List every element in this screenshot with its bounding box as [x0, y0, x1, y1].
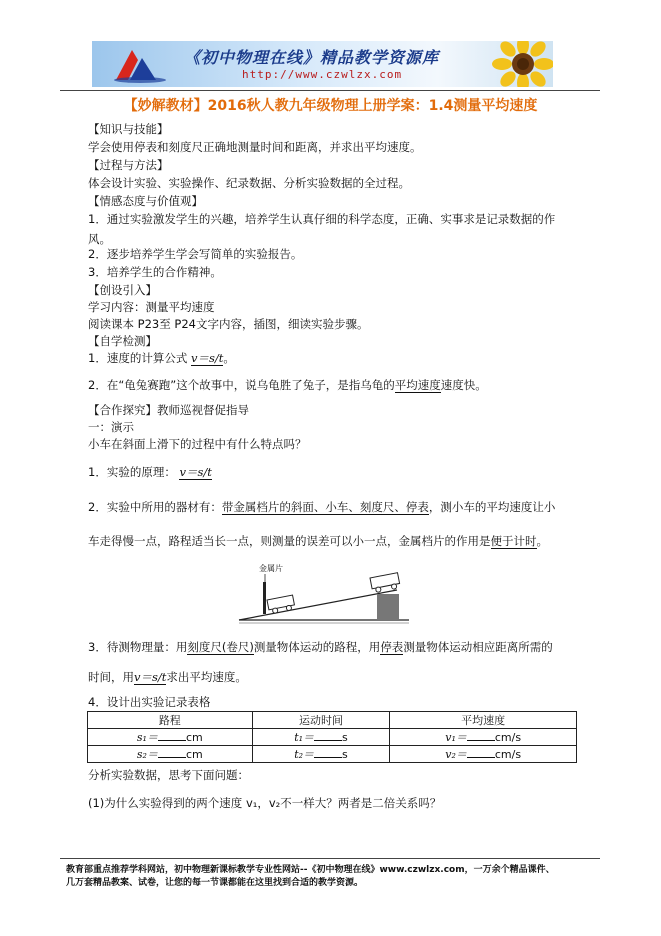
header-banner: [92, 41, 553, 87]
coop-p3-line2: [88, 670, 247, 684]
selfcheck-q1: [88, 351, 235, 365]
sunflower-icon: [492, 41, 553, 87]
coop-p2-line2-prefix: 车走得慢一点，路程适当长一点，则测量的误差可以小一点，金属档片的作用是: [88, 534, 491, 548]
figure-lower-cart: [267, 595, 295, 614]
coop-p3-suffix: 测量物体运动相应距离所需的: [403, 640, 553, 654]
table-header-speed: 平均速度: [390, 712, 577, 729]
coop-p1-answer: v＝s/t: [179, 465, 212, 479]
table-blank: [467, 748, 495, 758]
coop-p2-answer: 带金属档片的斜面、小车、刻度尺、停表: [221, 500, 429, 514]
coop-p2-line2: [88, 534, 548, 548]
table-row: [88, 729, 577, 746]
coop-p2: [88, 500, 555, 514]
coop-heading-line: [88, 403, 249, 417]
selfcheck-q2-answer: 平均速度: [394, 378, 441, 392]
table-cell-label: t₂＝: [294, 748, 315, 761]
selfcheck-q2-suffix: 速度快。: [440, 378, 487, 392]
table-blank: [158, 731, 186, 741]
table-cell-unit: cm/s: [494, 731, 522, 744]
footer-line-2: 几万套精品教案、试卷，让您的每一节课都能在这里找到合适的教学资源。: [66, 878, 364, 888]
footer-line-1: 教育部重点推荐学科网站，初中物理新课标教学专业性网站--《初中物理在线》www.czwlzx.com，一万余个精品课件、: [66, 865, 555, 875]
table-cell: [252, 729, 390, 746]
process-text: 体会设计实验、实验操作、纪录数据、分析实验数据的全过程。: [88, 176, 410, 190]
selfcheck-q1-answer: v＝s/t: [190, 351, 224, 365]
coop-p3-answer-1: 刻度尺(卷尺): [187, 640, 254, 654]
intro-line-2: 阅读课本 P23至 P24文字内容，插图，细读实验步骤。: [88, 317, 369, 331]
table-cell: [88, 746, 253, 763]
intro-heading: 【创设引入】: [88, 283, 157, 297]
figure-label: 金属片: [259, 564, 283, 573]
coop-sub-1: 一：演示: [88, 420, 134, 434]
coop-heading-suffix: 教师巡视督促指导: [157, 403, 249, 417]
site-url: http://www.czwlzx.com: [242, 68, 403, 81]
page-title: 【妙解教材】2016秋人教九年级物理上册学案：1.4测量平均速度: [123, 98, 538, 114]
header-divider: [60, 90, 600, 91]
table-cell-unit: s: [342, 731, 348, 744]
record-table: [87, 711, 577, 763]
table-cell-label: v₂＝: [445, 748, 467, 761]
coop-p3-prefix: 3．待测物理量：用: [88, 640, 188, 654]
coop-p2-suffix: ，测小车的平均速度让小: [428, 500, 556, 514]
table-header-row: [88, 712, 577, 729]
table-cell: [390, 746, 577, 763]
coop-p3-line2-prefix: 时间，用: [88, 670, 134, 684]
selfcheck-q2-prefix: 2．在“龟兔赛跑”这个故事中，说乌龟胜了兔子，是指乌龟的: [88, 378, 395, 392]
coop-p3-mid: 测量物体运动的路程，用: [253, 640, 381, 654]
figure-slope-line: [239, 590, 397, 620]
coop-p4: 4．设计出实验记录表格: [88, 695, 211, 709]
emotion-heading: 【情感态度与价值观】: [88, 194, 203, 208]
table-cell-label: v₁＝: [445, 731, 467, 744]
coop-p3-line2-answer: v＝s/t: [134, 670, 167, 684]
table-blank: [158, 748, 186, 758]
table-blank: [467, 731, 495, 741]
incline-figure: [237, 560, 412, 624]
table-cell: [390, 729, 577, 746]
selfcheck-q1-prefix: 1．速度的计算公式: [88, 351, 188, 365]
table-cell: [252, 746, 390, 763]
analysis-text: 分析实验数据，思考下面问题：: [88, 768, 249, 782]
emotion-item-1-cont: 风。: [88, 232, 111, 246]
coop-p1-prefix: 1．实验的原理：: [88, 465, 176, 479]
coop-p3-answer-2: 停表: [380, 640, 404, 654]
table-blank: [314, 731, 342, 741]
coop-p2-prefix: 2．实验中所用的器材有：: [88, 500, 222, 514]
table-cell-label: s₂＝: [136, 748, 158, 761]
knowledge-heading: 【知识与技能】: [88, 122, 169, 136]
table-cell: [88, 729, 253, 746]
selfcheck-q2: [88, 378, 487, 392]
table-cell-label: t₁＝: [294, 731, 315, 744]
site-logo-icon: [110, 44, 166, 84]
coop-heading: 【合作探究】: [88, 403, 157, 417]
table-cell-unit: cm: [185, 731, 203, 744]
table-header-distance: 路程: [88, 712, 253, 729]
figure-support-block: [377, 594, 399, 620]
coop-p2-line2-suffix: 。: [536, 534, 548, 548]
table-cell-unit: cm: [185, 748, 203, 761]
footer-divider: [60, 858, 600, 859]
site-title: 《初中物理在线》精品教学资源库: [184, 48, 440, 67]
analysis-q1: (1)为什么实验得到的两个速度 v₁，v₂不一样大？两者是二倍关系吗？: [88, 796, 442, 810]
coop-p2-line2-answer: 便于计时: [490, 534, 537, 548]
coop-question: 小车在斜面上滑下的过程中有什么特点吗？: [88, 437, 307, 451]
selfcheck-heading: 【自学检测】: [88, 334, 157, 348]
table-blank: [314, 748, 342, 758]
table-cell-unit: cm/s: [494, 748, 522, 761]
table-cell-unit: s: [342, 748, 348, 761]
coop-p3-line2-suffix: 求出平均速度。: [166, 670, 247, 684]
process-heading: 【过程与方法】: [88, 158, 169, 172]
emotion-item-1: 1．通过实验激发学生的兴趣，培养学生认真仔细的科学态度，正确、实事求是记录数据的作: [88, 212, 556, 226]
coop-p3: [88, 640, 553, 654]
knowledge-text: 学会使用停表和刻度尺正确地测量时间和距离，并求出平均速度。: [88, 140, 422, 154]
intro-line-1: 学习内容：测量平均速度: [88, 300, 215, 314]
table-row: [88, 746, 577, 763]
table-cell-label: s₁＝: [136, 731, 158, 744]
selfcheck-q1-suffix: 。: [223, 351, 235, 365]
emotion-item-3: 3．培养学生的合作精神。: [88, 265, 222, 279]
table-header-time: 运动时间: [252, 712, 390, 729]
figure-metal-plate: [263, 582, 266, 614]
coop-p1: [88, 465, 212, 479]
emotion-item-2: 2．逐步培养学生学会写简单的实验报告。: [88, 247, 303, 261]
